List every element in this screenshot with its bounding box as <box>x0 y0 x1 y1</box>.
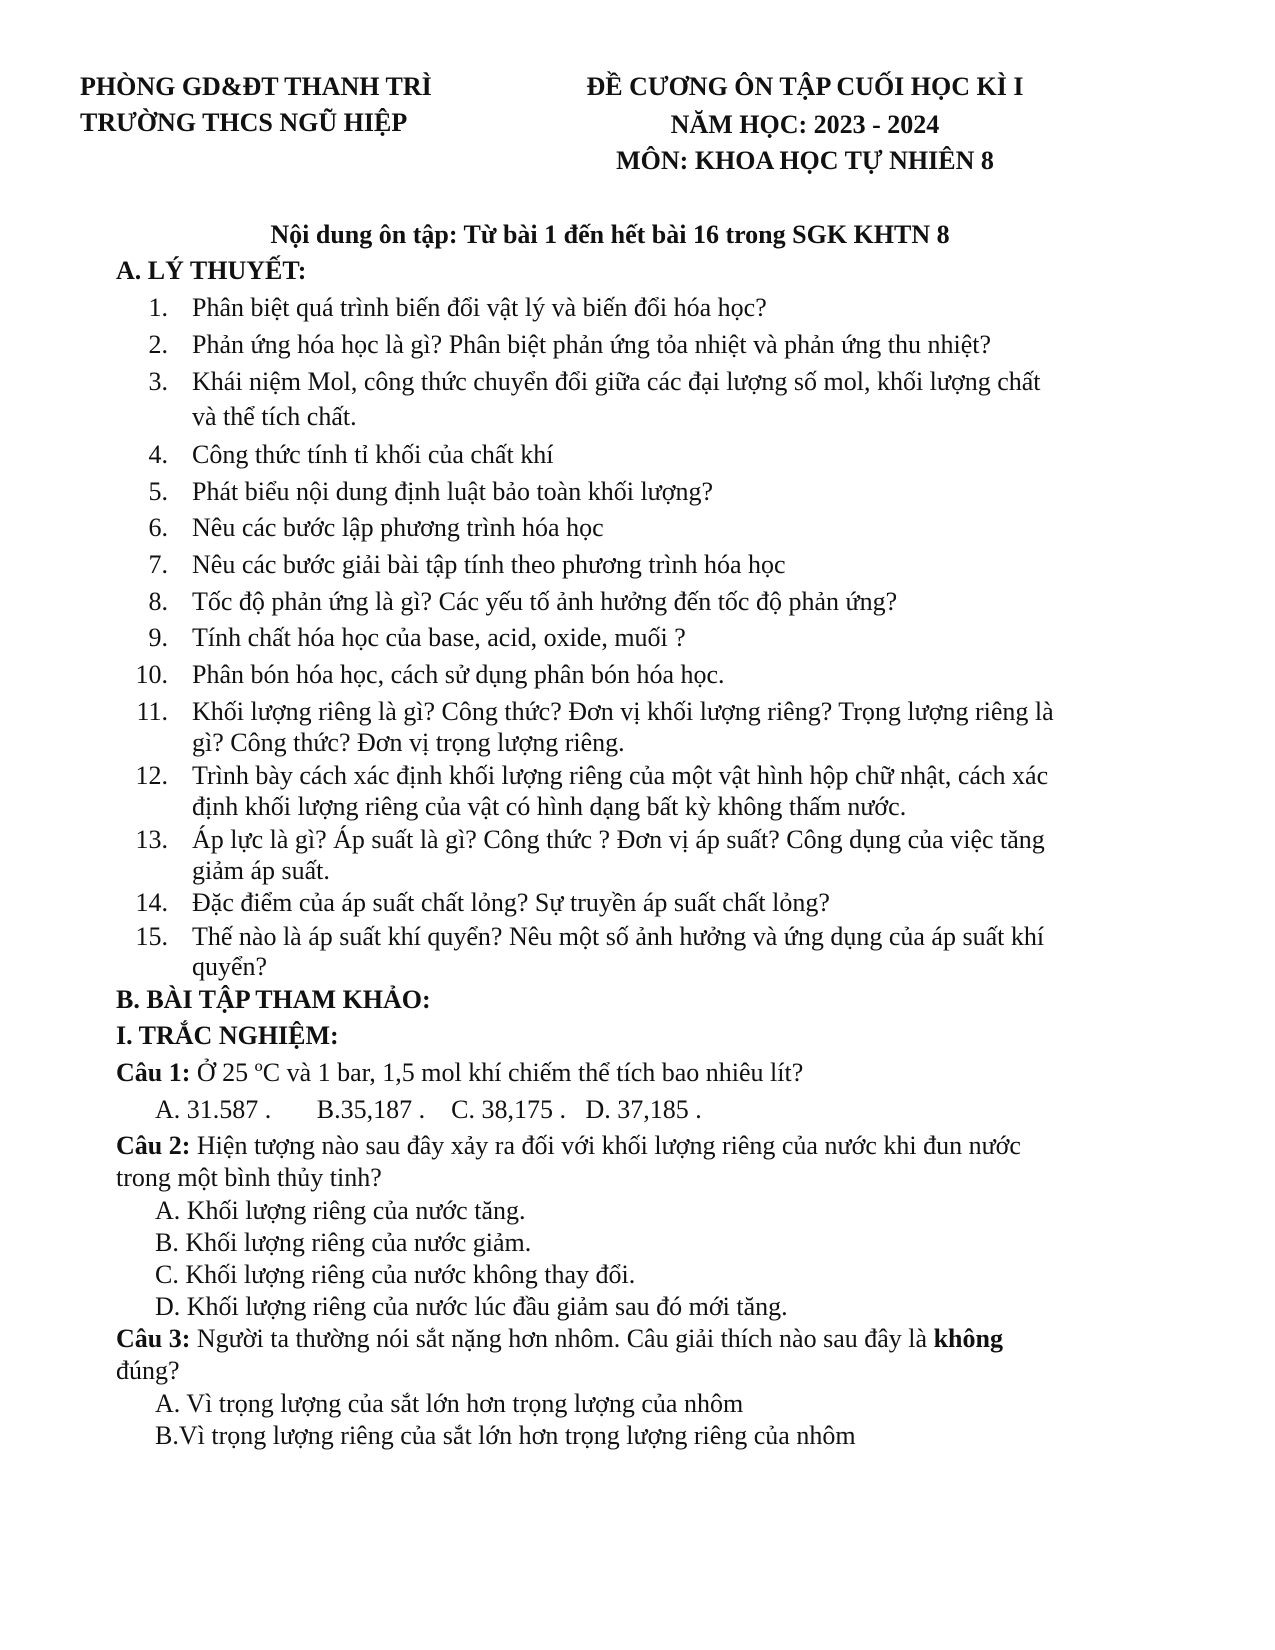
question-2 <box>116 1131 1021 1161</box>
multiple-choice-heading: I. TRẮC NGHIỆM: <box>116 1021 339 1050</box>
list-item: Đặc điểm của áp suất chất lỏng? Sự truyền áp suất chất lỏng? <box>192 888 830 917</box>
exercises-heading: B. BÀI TẬP THAM KHẢO: <box>116 985 431 1014</box>
list-item: Thế nào là áp suất khí quyển? Nêu một số ảnh hưởng và ứng dụng của áp suất khí <box>192 922 1045 951</box>
list-item-continuation: định khối lượng riêng của vật có hình dạng bất kỳ không thấm nước. <box>192 792 907 821</box>
list-item-number: 7. <box>148 550 168 579</box>
list-item-number: 14. <box>135 888 168 917</box>
list-item-number: 2. <box>148 330 168 359</box>
header-subject: MÔN: KHOA HỌC TỰ NHIÊN 8 <box>616 146 994 175</box>
list-item-number: 9. <box>148 623 168 652</box>
answer-option: D. Khối lượng riêng của nước lúc đầu giảm sau đó mới tăng. <box>155 1292 788 1321</box>
header-title: ĐỀ CƯƠNG ÔN TẬP CUỐI HỌC KÌ I <box>586 72 1024 101</box>
list-item: Trình bày cách xác định khối lượng riêng của một vật hình hộp chữ nhật, cách xác <box>192 761 1049 790</box>
list-item-continuation: giảm áp suất. <box>192 856 330 885</box>
list-item-number: 15. <box>135 922 168 951</box>
list-item: Nêu các bước giải bài tập tính theo phương trình hóa học <box>192 550 786 579</box>
header-department: PHÒNG GD&ĐT THANH TRÌ <box>80 72 432 101</box>
emphasis-text: không <box>933 1324 1003 1353</box>
question-text: Người ta thường nói sắt nặng hơn nhôm. Câu giải thích nào sau đây là <box>190 1324 934 1353</box>
answer-option: B.Vì trọng lượng riêng của sắt lớn hơn trọng lượng riêng của nhôm <box>155 1421 856 1450</box>
question-label: Câu 3: <box>116 1324 191 1353</box>
list-item: Công thức tính tỉ khối của chất khí <box>192 440 554 469</box>
list-item-number: 1. <box>148 293 168 322</box>
list-item: Áp lực là gì? Áp suất là gì? Công thức ? Đơn vị áp suất? Công dụng của việc tăng <box>192 825 1045 854</box>
answer-option: A. Vì trọng lượng của sắt lớn hơn trọng lượng của nhôm <box>155 1389 744 1418</box>
list-item: Phân bón hóa học, cách sử dụng phân bón hóa học. <box>192 660 725 689</box>
list-item: Tính chất hóa học của base, acid, oxide, muối ? <box>192 623 686 652</box>
review-scope: Nội dung ôn tập: Từ bài 1 đến hết bài 16 trong SGK KHTN 8 <box>270 220 950 249</box>
question-text: Ở 25 ºC và 1 bar, 1,5 mol khí chiếm thể tích bao nhiêu lít? <box>190 1058 804 1087</box>
answer-option: C. Khối lượng riêng của nước không thay đổi. <box>155 1260 636 1289</box>
list-item: Khối lượng riêng là gì? Công thức? Đơn vị khối lượng riêng? Trọng lượng riêng là <box>192 697 1054 726</box>
list-item-number: 5. <box>148 477 168 506</box>
theory-heading: A. LÝ THUYẾT: <box>116 256 307 285</box>
header-school-year: NĂM HỌC: 2023 - 2024 <box>670 110 940 139</box>
question-1-options: A. 31.587 . B.35,187 . C. 38,175 . D. 37,185 . <box>155 1095 702 1124</box>
list-item-number: 6. <box>148 513 168 542</box>
list-item-number: 11. <box>136 697 168 726</box>
header-school: TRƯỜNG THCS NGŨ HIỆP <box>80 108 408 137</box>
list-item: Phản ứng hóa học là gì? Phân biệt phản ứng tỏa nhiệt và phản ứng thu nhiệt? <box>192 330 991 359</box>
question-1 <box>116 1058 803 1088</box>
list-item-number: 13. <box>135 825 168 854</box>
answer-option: B. Khối lượng riêng của nước giảm. <box>155 1228 532 1257</box>
list-item: Tốc độ phản ứng là gì? Các yếu tố ảnh hưởng đến tốc độ phản ứng? <box>192 587 898 616</box>
list-item: Phát biểu nội dung định luật bảo toàn khối lượng? <box>192 477 714 506</box>
list-item: Khái niệm Mol, công thức chuyển đổi giữa các đại lượng số mol, khối lượng chất <box>192 367 1041 396</box>
question-3-continuation: đúng? <box>116 1356 180 1385</box>
answer-option: A. Khối lượng riêng của nước tăng. <box>155 1196 526 1225</box>
question-text: Hiện tượng nào sau đây xảy ra đối với khối lượng riêng của nước khi đun nước <box>190 1131 1021 1160</box>
question-2-continuation: trong một bình thủy tinh? <box>116 1163 382 1192</box>
list-item-number: 12. <box>135 761 168 790</box>
list-item: Phân biệt quá trình biến đổi vật lý và biến đổi hóa học? <box>192 293 767 322</box>
question-label: Câu 1: <box>116 1058 191 1087</box>
list-item-number: 3. <box>148 367 168 396</box>
list-item: Nêu các bước lập phương trình hóa học <box>192 513 604 542</box>
list-item-continuation: và thể tích chất. <box>192 402 357 431</box>
list-item-number: 4. <box>148 440 168 469</box>
list-item-number: 8. <box>148 587 168 616</box>
list-item-number: 10. <box>135 660 168 689</box>
question-label: Câu 2: <box>116 1131 191 1160</box>
question-3 <box>116 1324 1003 1354</box>
list-item-continuation: quyển? <box>192 952 268 981</box>
list-item-continuation: gì? Công thức? Đơn vị trọng lượng riêng. <box>192 728 625 757</box>
